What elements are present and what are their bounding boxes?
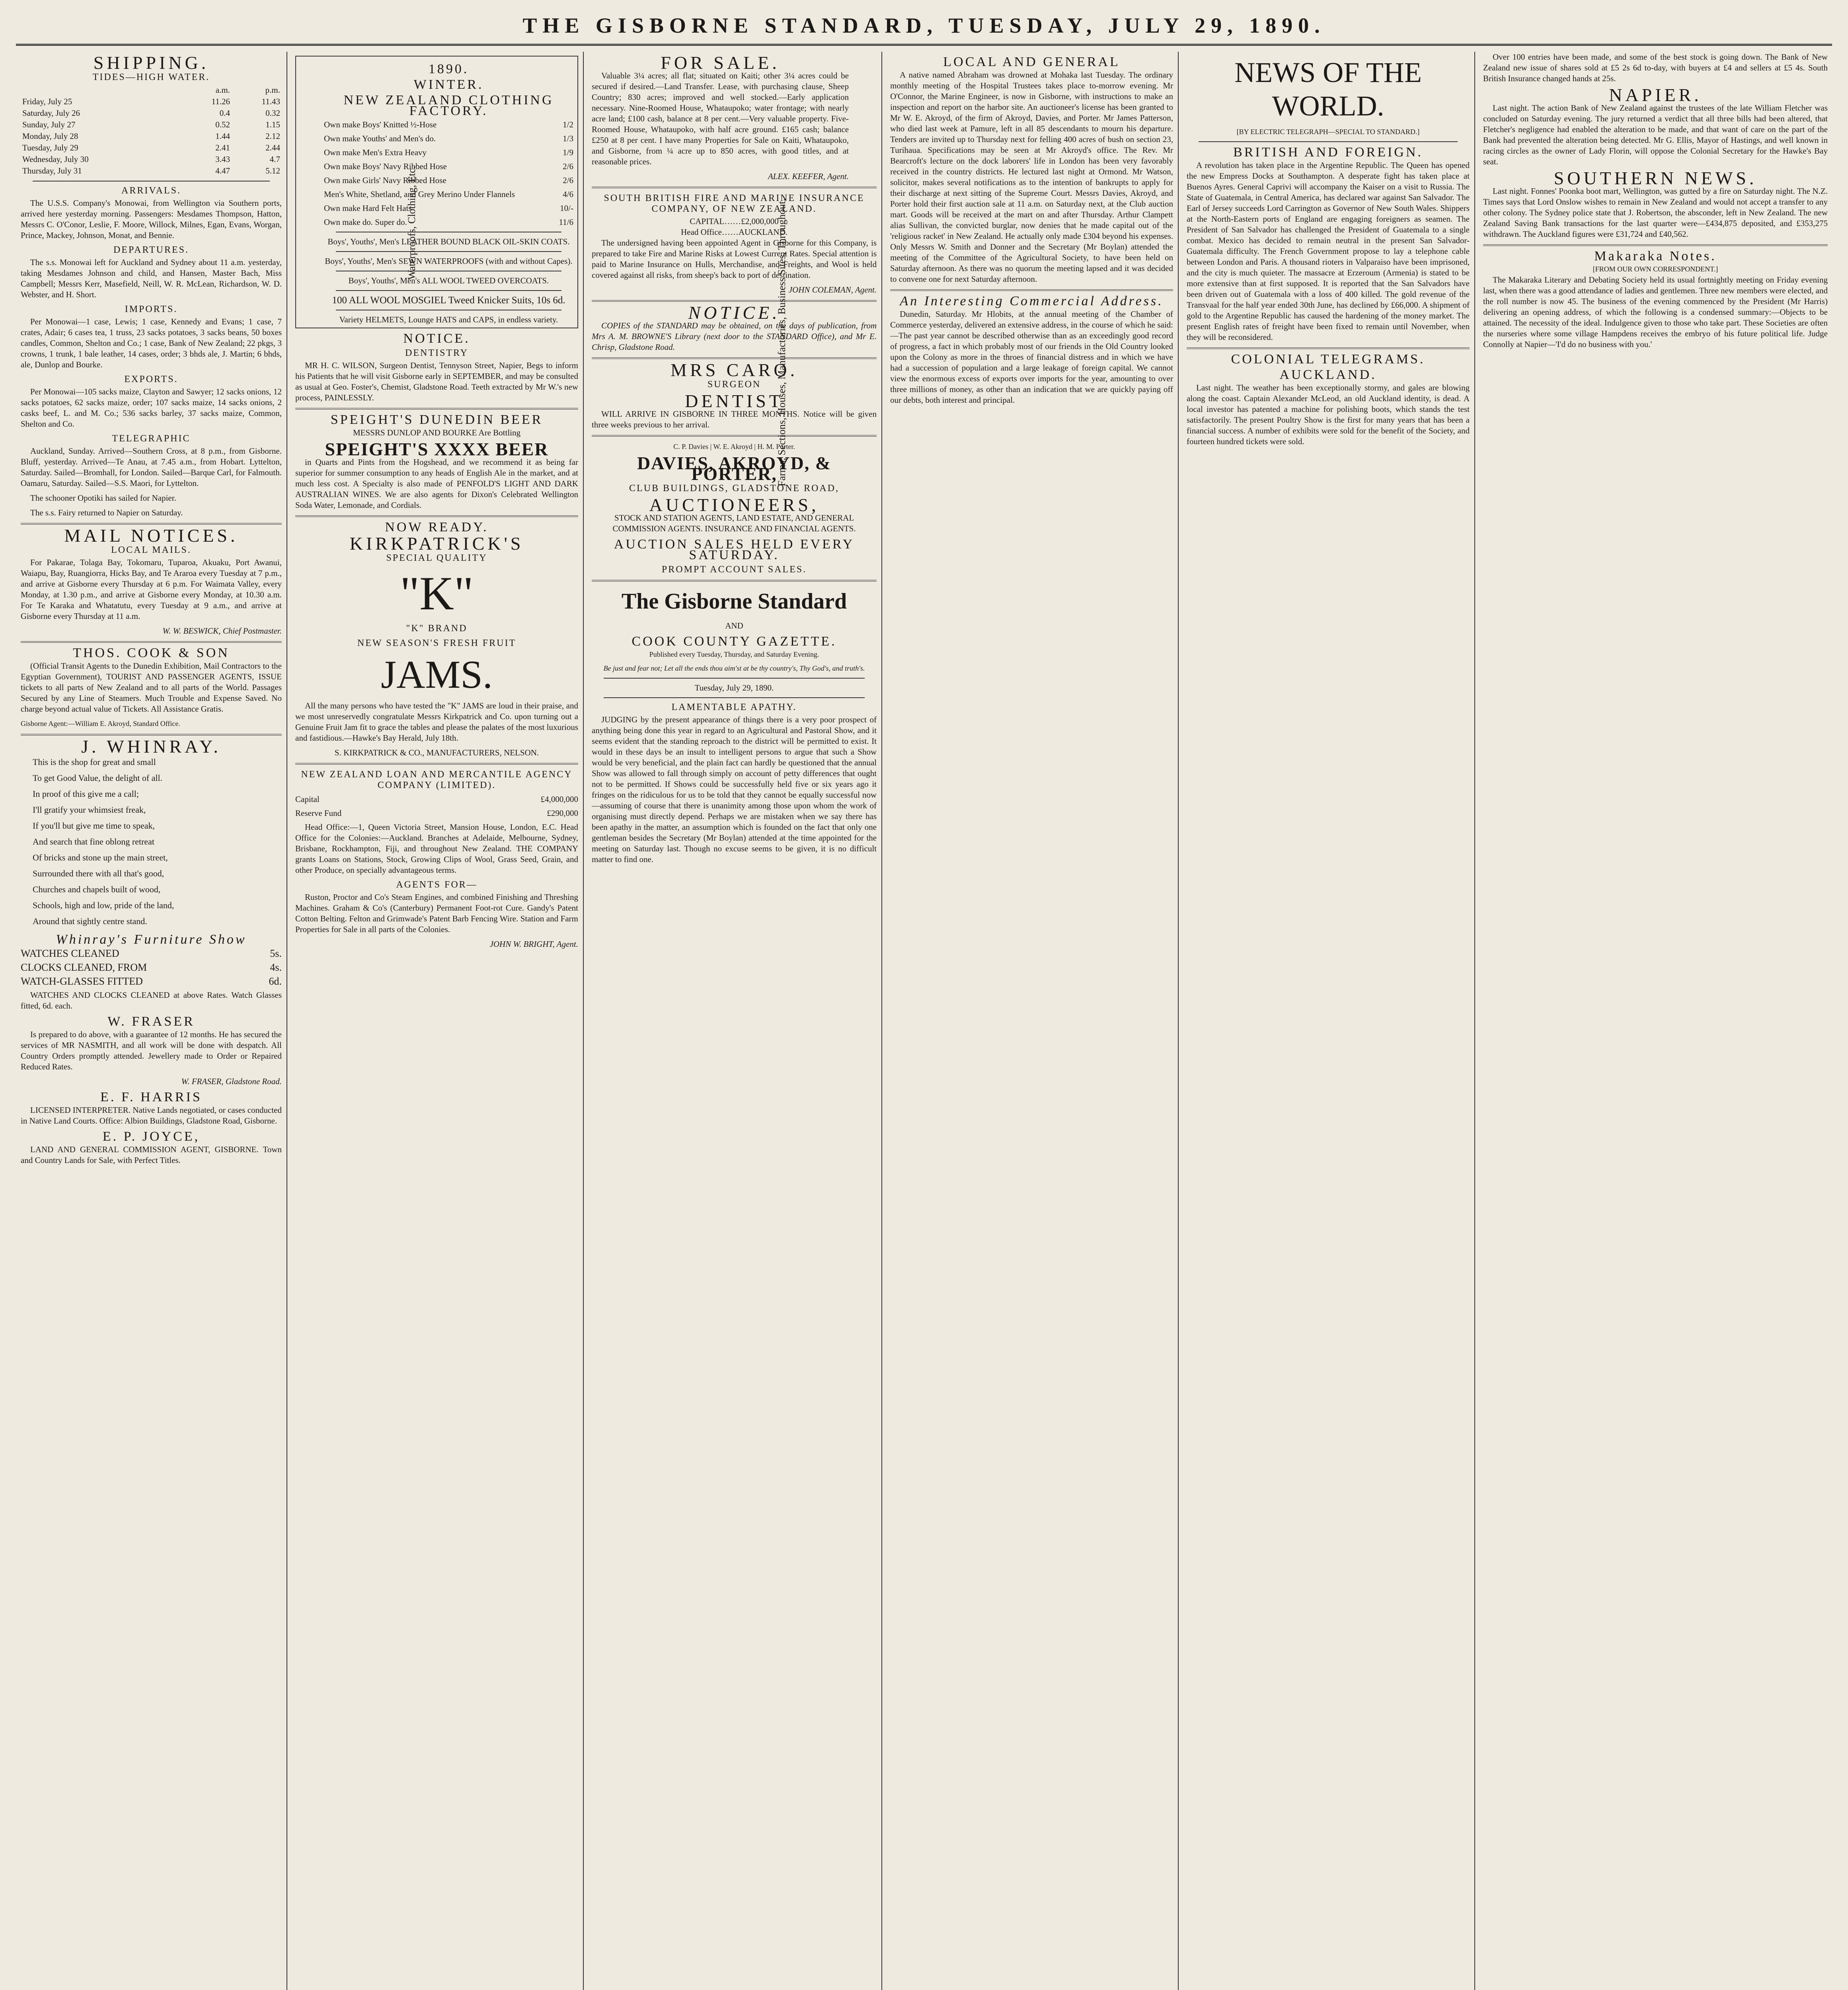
cook-signature: Gisborne Agent:—William E. Akroyd, Standard Office.	[21, 720, 180, 728]
davies-text: STOCK AND STATION AGENTS, LAND ESTATE, AND GENERAL COMMISSION AGENTS. INSURANCE AND FINANCIAL AGENTS.	[612, 513, 856, 533]
makaraka-title: Makaraka Notes.	[1594, 249, 1717, 263]
tides-row: Thursday, July 31 4.47 5.12	[22, 166, 280, 176]
shipping-title: SHIPPING.	[93, 53, 209, 73]
mail-subtitle: LOCAL MAILS.	[111, 545, 191, 555]
column-rule	[881, 52, 882, 1990]
now-ready: NOW READY.	[385, 520, 489, 535]
k-brand-mark: "K"	[400, 567, 474, 620]
auction-days: AUCTION SALES HELD EVERY SATURDAY.	[614, 537, 855, 562]
prompt-sales: PROMPT ACCOUNT SALES.	[661, 564, 807, 575]
price-row: Own make Men's Extra Heavy 1/9	[324, 148, 573, 157]
editorial-title: LAMENTABLE APATHY.	[671, 702, 797, 712]
interest-title: An Interesting Commercial Address.	[900, 294, 1164, 308]
kirkpatrick-subtitle: SPECIAL QUALITY	[386, 553, 487, 563]
dentist-text: MR H. C. WILSON, Surgeon Dentist, Tennyson Street, Napier, Begs to inform his Patients that he will visit Gisborne early in SEPTEMBER, and may be consulted as usual at Geo. Foster's, Chemist, Gladstone Road. Teeth extracted by Mr W.'s new process, PAINLESSLY.	[295, 361, 578, 402]
news-title: NEWS OF THE WORLD.	[1234, 57, 1422, 122]
price-row: Own make Youths' and Men's do. 1/3	[324, 134, 573, 143]
new-season: NEW SEASON'S FRESH FRUIT	[357, 638, 517, 648]
southern-title: SOUTHERN NEWS.	[1554, 168, 1757, 188]
paper-publication: Published every Tuesday, Thursday, and Saturday Evening.	[649, 650, 819, 658]
editorial-text: JUDGING by the present appearance of things there is a very poor prospect of anything being done this year in regard to an Agricultural and Pastoral Show, and it seems evident that the standing reproach to the district will be permitted to exist. It would in these days be an insult to intelligent persons to argue that such a Show would be very beneficial, and the plain fact can hardly be questioned that the annual Show was allowed to fall through simply on account of petty differences that ought not to be permitted. If Shows could be successfully held five or six years ago it fringes on the ridiculous for us to be told that they cannot be equally successful now—assuming of course that there is unanimity among those upon whom the work of organising must directly depend. Perhaps we are mistaken when we say there has been apathy in the matter, an assumption which is founded on the fact that only one gentleman besides the Secretary (Mr Boylan) attended at the time appointed for the meeting on Saturday last. Though no excuse seems to be given, it is no difficult matter to find one.	[592, 715, 877, 864]
telegraphic-text: Auckland, Sunday. Arrived—Southern Cross, at 8 p.m., from Gisborne. Bluff, yesterday. Arrived—Te Anau, at 7.45 a.m., from Hobart. Lyttelton, Saturday. Sailed—Bromhall, for London. Sailed—Barque Carl, for Falmouth. Oamaru, Saturday. Sailed—S.S. Maori, for Lyttelton.	[21, 446, 282, 488]
price-row: Own make Hard Felt Hats 10/-	[324, 203, 573, 213]
nzloan-title: NEW ZEALAND LOAN AND MERCANTILE AGENCY COMPANY (LIMITED).	[301, 769, 573, 790]
k-brand-label: "K" BRAND	[406, 623, 468, 634]
for-sale-ad	[592, 53, 877, 182]
column-rule	[1474, 52, 1475, 1990]
capital-row: Capital £4,000,000	[295, 794, 578, 804]
arrivals-text: The U.S.S. Company's Monowai, from Wellington via Southern ports, arrived here yesterday morning. Passengers: Mesdames Thompson, Hatton, Messrs C. O'Conor, Leslie, F. Moore, Willock, Milnes, Egan, Evans, Worgan, Prince, Mackey, Johnson, Monat, and Bennie.	[21, 198, 282, 240]
nzloan-text: Head Office:—1, Queen Victoria Street, Mansion House, London, E.C. Head Office for the Colonies:—Auckland. Branches at Adelaide, Melbourne, Sydney, Brisbane, Rockhampton, Fiji, and throughout New Zealand. THE COMPANY grants Loans on Stations, Stock, Growing Clips of Wool, Grass Seed, Grain, and other Produce, on specially advantageous terms.	[295, 822, 578, 875]
mail-signature: W. W. BESWICK, Chief Postmaster.	[162, 626, 282, 636]
harris-text: LICENSED INTERPRETER. Native Lands negotiated, or cases conducted in Native Land Courts. Office: Albion Buildings, Gladstone Road, Gisborne.	[21, 1105, 282, 1126]
fire-text: The undersigned having been appointed Agent in Gisborne for this Company, is prepared to take Fire and Marine Risks at Lowest Current Rates. Special attention is paid to Marine Insurance on Hulls, Merchandise, and Freights, and Wool is held covered against all risks, from sheep's back to port of destination.	[592, 238, 877, 280]
forsale-title: FOR SALE.	[661, 53, 780, 73]
intro-text: Over 100 entries have been made, and some of the best stock is going down. The Bank of New Zealand new issue of shares sold at £5 2s 6d to-day, with buyers at £4 and sellers at £5 4s. South British Insurance changed hands at 25s.	[1483, 52, 1828, 83]
joyce-text: LAND AND GENERAL COMMISSION AGENT, GISBORNE. Town and Country Lands for Sale, with Perfect Titles.	[21, 1145, 282, 1165]
local-title: LOCAL AND GENERAL	[943, 55, 1120, 69]
joyce-title: E. P. JOYCE,	[102, 1129, 200, 1144]
speight-text: in Quarts and Pints from the Hogshead, and we recommend it as being far superior for summer consumption to any heads of English Ale in the market, and at much less cost. A Specialty is also made of PENFOLD'S LIGHT AND DARK AUSTRALIAN WINES. We are also agents for Dixon's Celebrated Wellington Soda Water, Lemonade, and Cordials.	[295, 457, 578, 510]
auctioneers-title: AUCTIONEERS,	[649, 495, 819, 515]
paper-subtitle: COOK COUNTY GAZETTE.	[632, 634, 837, 649]
imports-text: Per Monowai—1 case, Lewis; 1 case, Kennedy and Evans; 1 case, 7 crates, Adair; 6 cases tea, 1 truss, 23 sacks potatoes, 3 sacks beans, 50 boxes candles, Common, Shelton and Co.; 1 case, Bank of New Zealand; 22 pkgs, 3 crowns, 1 trunk, 1 bale leather, 14 cases, order; 3 bhds ale, J. Martin; 6 bhds, ale, Dunlop and Bourke.	[21, 317, 282, 369]
winter: WINTER.	[413, 77, 484, 92]
watch-row: CLOCKS CLEANED, FROM 4s.	[21, 962, 282, 973]
fire-office: Head Office……AUCKLAND.	[681, 227, 788, 237]
mail-text: For Pakarae, Tolaga Bay, Tokomaru, Tuparoa, Akuaku, Port Awanui, Waiapu, Bay, Ruangiorra, Hicks Bay, and Te Araroa every Tuesday at 7 p.m., and arrive at Gisborne every Thursday at 6 p.m. For Waimata Valley, every Monday, at 1.30 p.m., and arrive at Gisborne every Monday, at 10.30 a.m. For Te Karaka and Whatatutu, every Tuesday at 9 a.m., and arrive at Gisborne every Thursday at 11 a.m.	[21, 558, 282, 621]
notice-text: COPIES of the STANDARD may be obtained, on the days of publication, from Mrs A. M. BROWNE'S Library (next door to the STANDARD Office), and Mr E. Chrisp, Gladstone Road.	[592, 321, 877, 352]
speight-subtitle: MESSRS DUNLOP AND BOURKE Are Bottling	[353, 428, 521, 437]
clothing-ad	[295, 56, 578, 328]
news-subtitle: [BY ELECTRIC TELEGRAPH—SPECIAL TO STANDARD.]	[1236, 128, 1420, 136]
watch-row: WATCH-GLASSES FITTED 6d.	[21, 975, 282, 987]
overcoat-line: Boys', Youths', Men's ALL WOOL TWEED OVERCOATS.	[348, 276, 549, 285]
auckland-title: AUCKLAND.	[1279, 367, 1377, 382]
paper-title: The Gisborne Standard	[621, 589, 847, 614]
mail-title: MAIL NOTICES.	[64, 525, 238, 546]
interest-text: Dunedin, Saturday. Mr Hlobits, at the annual meeting of the Chamber of Commerce yesterday, delivered an extensive address, in the course of which he said:—The past year cannot be described otherwise than as an exceedingly good record of progress, a fact in which probably most of our friends in the Old Country looked upon the Colony as more in the throes of financial distress and in which we have had a succession of population and a large leakage of foreign capital. We cannot view the enormous excess of exports over imports for the year, amounting to over three millions of money, as other than an indication that we are quickly paying off our debts, both interest and principal.	[890, 309, 1173, 405]
tides-header-row: a.m. p.m.	[215, 85, 280, 95]
british-foreign-text: A revolution has taken place in the Argentine Republic. The Queen has opened the new Empress Docks at Southampton. A desperate fight has taken place at Buenos Ayres. General Caprivi will accompany the Kaiser on a visit to Russia. The State of Guatemala, in Central America, has declared war against San Salvador. The Earl of Jersey succeeds Lord Carrington as Governor of New South Wales. Shippers at the North-Eastern ports of England are engaging foreigners as seamen. The President of San Salvador has challenged the President of Guatemala to a single combat. Mexico has decided to remain neutral in the present San Salvador-Guatemala difficulty. The French Government propose to lay a telephone cable between London and Paris. A thousand rioters in Valparaiso have been imprisoned, and the city is much quieter. The massacre at Erzeroum (Armenia) is stated to be more extensive than at first supposed. It is reported that the San Salvadors have been driven out of Guatemala with a loss of 400 killed. The gold revenue of the Transvaal for the half year ended 30th June, has declined by £66,000. A shipment of gold to the Argentine Republic has caused the hardening of the money market. The present English rates of freight have been fixed to remain until November, when they will be reconsidered.	[1187, 160, 1470, 342]
capital-row: Reserve Fund £290,000	[295, 808, 578, 818]
clothing-title: NEW ZEALAND CLOTHING FACTORY.	[343, 93, 554, 118]
telegraphic-title: TELEGRAPHIC	[112, 433, 191, 444]
price-row: Men's White, Shetland, and Grey Merino Under Flannels 4/6	[324, 189, 573, 199]
notice-title: NOTICE.	[403, 331, 470, 346]
caro-text: WILL ARRIVE IN GISBORNE IN THREE MONTHS. Notice will be given three weeks previous to her arrival.	[592, 409, 877, 429]
column-local-news	[885, 52, 1178, 1990]
exports-title: EXPORTS.	[124, 374, 178, 384]
tides-row: Tuesday, July 29 2.41 2.44	[22, 143, 280, 152]
napier-text: Last night. The action Bank of New Zealand against the trustees of the late William Fletcher was concluded on Saturday evening. The jury returned a verdict that all three bills had been altered, that Fletcher's negligence had enabled the alteration to be made, and that want of care on the part of the Bank had prevented the alteration being detected. Mr G. Ellis, Mayor of Hastings, and well known in racing circles as the owner of Lady Florin, will oppose the Colonial Secretary for the Hawke's Bay seat.	[1483, 103, 1828, 166]
tides-table	[21, 84, 282, 177]
agents-for: AGENTS FOR—	[396, 880, 478, 890]
speight-title: SPEIGHT'S DUNEDIN BEER	[330, 412, 543, 427]
column-colonial-news	[1478, 52, 1832, 1990]
cook-title: THOS. COOK & SON	[73, 646, 230, 660]
tides-row: Friday, July 25 11.26 11.43	[22, 97, 280, 106]
watch-note: WATCHES AND CLOCKS CLEANED at above Rates. Watch Glasses fitted, 6d. each.	[21, 990, 282, 1011]
departures-text: The s.s. Monowai left for Auckland and Sydney about 11 a.m. yesterday, taking Mesdames Johnson and child, and Hansen, Master Bach, Miss Campbell; Messrs Kerr, Masefield, Neill, W. R. McLean, Richardson, W. D. Webster, and H. Short.	[21, 258, 282, 299]
fire-title: SOUTH BRITISH FIRE AND MARINE INSURANCE COMPANY, OF NEW ZEALAND.	[604, 193, 865, 214]
paper-motto: Be just and fear not; Let all the ends thou aim'st at be thy country's, Thy God's, and truth's.	[603, 664, 865, 672]
harris-title: E. F. HARRIS	[100, 1090, 202, 1104]
caro-dentist: DENTIST	[685, 391, 784, 411]
whinray-poem: This is the shop for great and small To get Good Value, the delight of all. In proof of this give me a call; I'll gratify your whimsiest freak, If you'll but give me time to speak, And search that fine oblong retreat Of bricks and stone up the main street, Surrounded there with all that's good, Churches and chapels built of wood, Schools, high and low, pride of the land, Around that sightly centre stand.	[33, 757, 174, 926]
fraser-text: Is prepared to do above, with a guarantee of 12 months. He has secured the services of MR NASMITH, and all work will be done with despatch. All Country Orders promptly attended. Jewellery made to Order or Repaired Reduced Rates.	[21, 1030, 282, 1071]
issue-date: Tuesday, July 29, 1890.	[694, 683, 774, 693]
local-text: A native named Abraham was drowned at Mohaka last Tuesday. The ordinary monthly meeting of the Hospital Trustees takes place to-morrow evening. Mr O'Connor, the Marine Engineer, is now in Gisborne, with instructions to make an inspection and report on the harbor site. An auctioneer's license has been granted to Mr W. E. Akroyd, of the firm of Akroyd, Davies, and Porter. Mr James Patterson, who died last week at Pamure, left in all 85 descendants to mourn his departure. Tenders are invited up to Thursday next for felling 400 acres of bush on section 23, Turihaua. Specifications may be seen at Mr Akroyd's office. The Rev. Mr Bearcroft's lecture on the dock laborers' life in London has been very favorably received in the country districts. He lectured last night at Ormond. Mr Watson, solicitor, makes several notifications as to the intention of bankrupts to apply for their discharge at next sitting of the Supreme Court. Messrs Davies, Akroyd, and Porter hold their first auction sale at 11 a.m. on Saturday next, at the Club auction mart. Goods will be received at the mart on and after Thursday. Arthur Clampett alias Sullivan, the convicted burglar, now denies that he made capital out of the 'religious racket' in New Zealand. He actually only made £304 beyond his expenses. Only Messrs W. Smith and Donner and the Secretary (Mr Boylan) attended the meeting of the Committee of the Agricultural Society, to have been held on Saturday afternoon. As there was no quorum the meeting lapsed and it was decided to convene one for next Saturday afternoon.	[890, 70, 1173, 284]
forsale-signature: ALEX. KEEFER, Agent.	[768, 172, 849, 181]
masthead-title: THE GISBORNE STANDARD, TUESDAY, JULY 29, 1890.	[522, 14, 1326, 37]
agents-text: Ruston, Proctor and Co's Steam Engines, and combined Finishing and Threshing Machines. Graham & Co's (Canterbury) Permanent Foot-rot Cure. Gandy's Patent Cotton Belting. Felton and Grimwade's Patent Barb Fencing Wire. Station and Farm Properties for Sale in all parts of the Colonies.	[295, 892, 578, 934]
jams-text: All the many persons who have tested the "K" JAMS are loud in their praise, and we most unreservedly congratulate Messrs Kirkpatrick and Co. upon turning out a Genuine Fruit Jam fit to grace the tables and please the palates of the most luxurious and fastidious.—Hawke's Bay Herald, July 18th.	[295, 701, 578, 743]
southern-text: Last night. Fonnes' Poonka boot mart, Wellington, was gutted by a fire on Saturday night. The N.Z. Times says that Lord Onslow wishes to remain in New Zealand and would not accept a transfer to any other colony. The Sydney police state that J. Robertson, the absconder, left in New Zealand. The new Zealand Saving Bank transactions for the last quarter were—£434,875 deposited, and £353,275 withdrawn. The Auckland figures were £31,724 and £40,562.	[1483, 186, 1828, 239]
fraser-title: W. FRASER	[107, 1014, 195, 1029]
clothing-vertical-label: Waterproofs, Clothing, Etc.	[406, 166, 417, 280]
dentistry-title: DENTISTRY	[405, 348, 468, 358]
speight-brand: SPEIGHT'S XXXX BEER	[325, 439, 549, 459]
caro-subtitle: SURGEON	[707, 379, 761, 390]
watch-row: WATCHES CLEANED 5s.	[21, 948, 282, 959]
shipping-note: The s.s. Fairy returned to Napier on Saturday.	[30, 508, 183, 517]
column-adverts-a	[290, 52, 583, 1990]
notice-title: NOTICE.	[688, 302, 780, 323]
jams-title: JAMS.	[381, 652, 493, 696]
makaraka-subtitle: [FROM OUR OWN CORRESPONDENT.]	[1593, 265, 1718, 273]
forsale-text: Valuable 3¼ acres; all flat; situated on Kaiti; other 3¼ acres could be secured if desired.—Land Transfer. Lease, with purchasing clause, Sheep Country; 830 acres; improved and well stocked.—Early application necessary. Nine-Roomed House, Whataupoko; water frontage; with nearly acre land; £100 cash, balance at 8 per cent.—Very valuable property. Five-Roomed House, Whataupoko, with half acre ground. £165 cash; balance £250 at 8 per cent. I have many Properties for Sale on Kaiti, Whataupoko, and Gisborne, from ¼ acre up to 850 acres, with good titles, and at reasonable prices.	[592, 71, 849, 166]
caro-title: MRS CARO.	[671, 360, 798, 380]
hats-line: Variety HELMETS, Lounge HATS and CAPS, in endless variety.	[339, 315, 558, 324]
imports-title: IMPORTS.	[125, 304, 178, 314]
napier-title: NAPIER.	[1609, 85, 1702, 105]
exports-text: Per Monowai—105 sacks maize, Clayton and Sawyer; 12 sacks onions, 12 sacks potatoes, 62 sacks maize, order; 107 sacks maize, 14 sacks onions, 2 casks beef, L. and M. Co.; 536 sacks barley, 37 sacks maize, Common, Shelton and Co.	[21, 387, 282, 429]
davies-partners: C. P. Davies | W. E. Akroyd | H. M. Porter.	[673, 443, 795, 451]
tides-row: Sunday, July 27 0.52 1.15	[22, 120, 280, 129]
auckland-text: Last night. The weather has been exceptionally stormy, and gales are blowing along the coast. Captain Alexander McLeod, an old Auckland identity, is dead. A local investor has patented a machine for polishing boots, which stands the test satisfactorily. The present Poultry Show is the first for many years that has been a financial success. A number of exhibits were sold for the benefit of the Society, and fourteen hundred tickets were sold.	[1187, 383, 1470, 446]
colonial-title: COLONIAL TELEGRAMS.	[1231, 352, 1425, 367]
arrivals-title: ARRIVALS.	[121, 185, 181, 196]
kirkpatrick-signature: S. KIRKPATRICK & CO., MANUFACTURERS, NELSON.	[334, 748, 539, 757]
davies-title: DAVIES, AKROYD, & PORTER,	[637, 453, 832, 484]
price-row: Own make Girls' Navy Ribbed Hose 2/6	[324, 176, 573, 185]
departures-title: DEPARTURES.	[113, 245, 189, 255]
price-row: Own make Boys' Navy Ribbed Hose 2/6	[324, 162, 573, 171]
shipping-note: The schooner Opotiki has sailed for Napier.	[30, 493, 176, 503]
furniture-title: Whinray's Furniture Show	[56, 932, 247, 947]
nzloan-signature: JOHN W. BRIGHT, Agent.	[489, 939, 578, 949]
column-world-news	[1182, 52, 1474, 1990]
column-rule	[1178, 52, 1179, 1990]
paper-and: AND	[725, 621, 743, 630]
cook-text: (Official Transit Agents to the Dunedin Exhibition, Mail Contractors to the Egyptian Government), TOURIST AND PASSENGER AGENTS, ISSUE tickets to all parts of New Zealand and to all parts of the World. Passages Secured by any Line of Steamers. Much Trouble and Expense Saved. No charge beyond actual value of Tickets. All Assistance Gratis.	[21, 661, 282, 714]
price-row: Own make Boys' Knitted ½-Hose 1/2	[324, 120, 573, 129]
year: 1890.	[428, 62, 469, 76]
makaraka-text: The Makaraka Literary and Debating Society held its usual fortnightly meeting on Friday evening last, when there was a good attendance of ladies and gentlemen. Three new members were elected, and the roll number is now 45. The business of the evening commenced by the President (Mr Harris) delivering an opening address, of which the following is a condensed summary:—Objects to be attained. The necessity of the ideal. Indulgence given to those who take part. These Societies are often the nurseries where some village Hampdens receives the embryo of his future political life. Judge Connolly at Napier—'I'd do no business with you.'	[1483, 275, 1828, 349]
oilskin-line: Boys', Youths', Men's LEATHER BOUND BLACK OIL-SKIN COATS.	[327, 237, 570, 246]
column-shipping	[16, 52, 287, 1990]
british-foreign-title: BRITISH AND FOREIGN.	[1233, 145, 1423, 160]
masthead	[16, 7, 1832, 46]
fraser-signature: W. FRASER, Gladstone Road.	[181, 1077, 282, 1086]
fire-signature: JOHN COLEMAN, Agent.	[788, 285, 877, 295]
davies-subtitle: CLUB BUILDINGS, GLADSTONE ROAD,	[629, 483, 839, 494]
kirkpatrick-title: KIRKPATRICK'S	[349, 533, 524, 554]
tides-title: TIDES—HIGH WATER.	[92, 72, 210, 82]
column-rule	[583, 52, 584, 1990]
tides-row: Wednesday, July 30 3.43 4.7	[22, 154, 280, 164]
column-adverts-b	[587, 52, 881, 1990]
price-row: Own make do. Super do. 11/6	[324, 217, 573, 227]
tweed-line: 100 ALL WOOL MOSGIEL Tweed Knicker Suits, 10s 6d.	[332, 295, 565, 306]
tides-row: Saturday, July 26 0.4 0.32	[22, 108, 280, 118]
whinray-title: J. WHINRAY.	[81, 736, 221, 757]
fire-capital: CAPITAL……£2,000,000	[690, 217, 779, 226]
waterproof-line: Boys', Youths', Men's SEWN WATERPROOFS (with and without Capes).	[325, 256, 573, 266]
tides-row: Monday, July 28 1.44 2.12	[22, 131, 280, 141]
property-vertical-label: Farms, Sections, Houses, Manufactories, Business Sites, Throughout.	[776, 198, 788, 486]
